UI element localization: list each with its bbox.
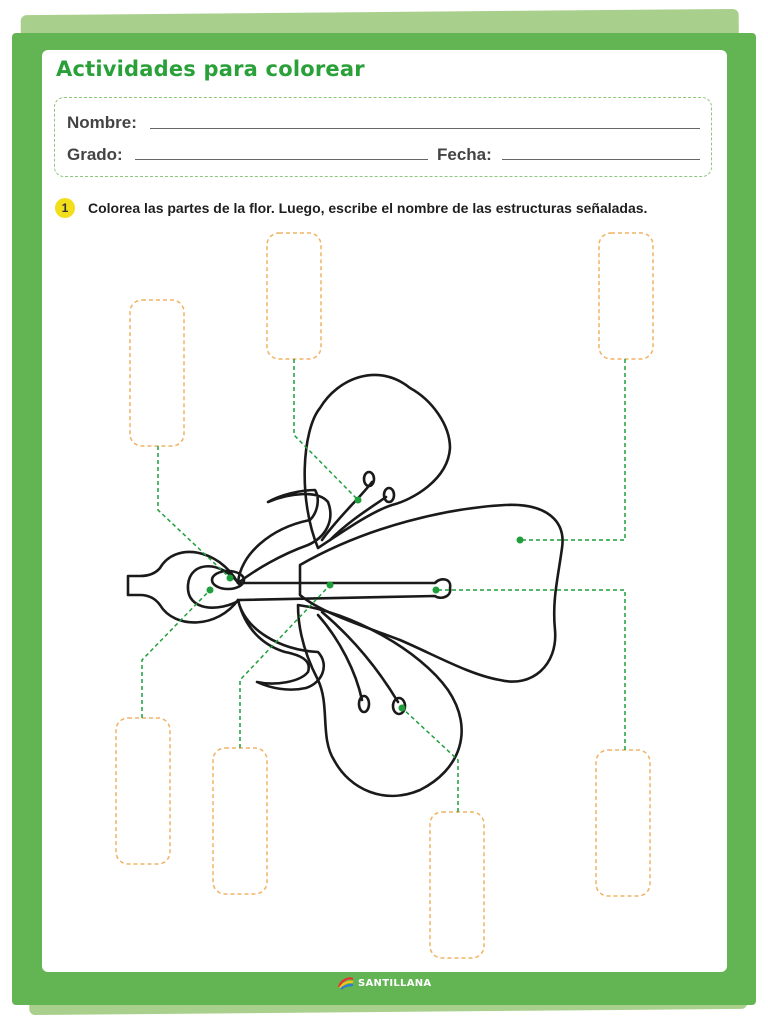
page-title: Actividades para colorear <box>56 57 365 81</box>
label-box-2[interactable] <box>267 233 321 359</box>
grade-label: Grado: <box>67 145 123 164</box>
anther-bottom <box>359 696 369 712</box>
instruction-text: Colorea las partes de la flor. Luego, escribe el nombre de las estructuras señaladas. <box>88 200 648 216</box>
pointer-dot-1 <box>227 575 234 582</box>
brand-name: SANTILLANA <box>358 977 432 989</box>
pointer-dot-3 <box>517 537 524 544</box>
pointer-line-4 <box>142 590 210 718</box>
pointer-line-6 <box>402 708 458 812</box>
pointer-dot-5 <box>327 582 334 589</box>
label-box-1[interactable] <box>130 300 184 446</box>
label-box-7[interactable] <box>596 750 650 896</box>
sepal-bottom <box>238 600 324 690</box>
name-label: Nombre: <box>67 113 137 132</box>
pointer-dot-4 <box>207 587 214 594</box>
activity-number-badge: 1 <box>55 198 75 218</box>
pointer-dot-2 <box>355 497 362 504</box>
label-box-6[interactable] <box>430 812 484 958</box>
petal-top <box>305 375 450 548</box>
pistil-style <box>240 579 450 600</box>
sepal-top <box>238 490 330 583</box>
anther-top-2 <box>384 488 394 502</box>
label-box-5[interactable] <box>213 748 267 894</box>
pointer-dot-6 <box>399 705 406 712</box>
pointer-line-3 <box>520 359 625 540</box>
flower-drawing <box>128 375 563 796</box>
publisher-brand <box>337 976 431 990</box>
petal-bottom <box>298 605 462 796</box>
label-box-4[interactable] <box>116 718 170 864</box>
date-label: Fecha: <box>437 145 492 164</box>
santillana-logo-icon <box>337 976 355 990</box>
label-box-3[interactable] <box>599 233 653 359</box>
pointer-dot-7 <box>433 587 440 594</box>
